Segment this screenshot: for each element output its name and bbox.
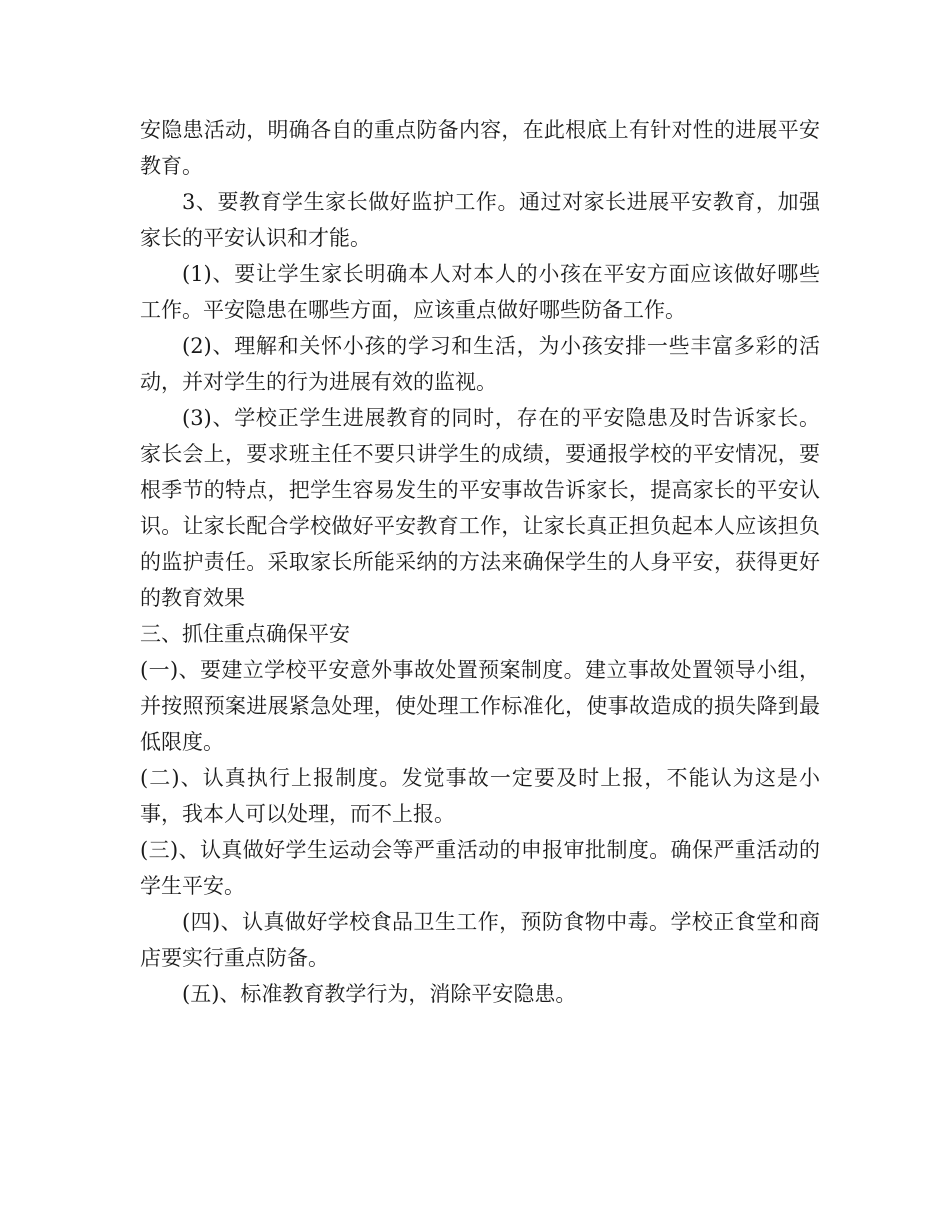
section-heading: 三、抓住重点确保平安	[140, 622, 350, 646]
paragraph-5: (3)、学校正学生进展教育的同时，存在的平安隐患及时告诉家长。家长会上，要求班主任不要只讲学生的成绩，要通报学校的平安情况，要根季节的特点，把学生容易发生的平安事故告诉家长，提高家长的平安认识。让家长配合学校做好平安教育工作，让家长真正担负起本人应该担负的监护责任。采取家长所能采纳的方法来确保学生的人身平安，获得更好的教育效果	[140, 406, 820, 610]
paragraph-11: (五)、标准教育教学行为，消除平安隐患。	[182, 982, 577, 1006]
paragraph-2: 3、要教育学生家长做好监护工作。通过对家长进展平安教育，加强家长的平安认识和才能。	[140, 190, 820, 250]
paragraph-9: (三)、认真做好学生运动会等严重活动的申报审批制度。确保严重活动的学生平安。	[140, 838, 820, 898]
document-body	[140, 112, 820, 1012]
paragraph-8: (二)、认真执行上报制度。发觉事故一定要及时上报，不能认为这是小事，我本人可以处理，而不上报。	[140, 766, 820, 826]
paragraph-10: (四)、认真做好学校食品卫生工作，预防食物中毒。学校正食堂和商店要实行重点防备。	[140, 910, 820, 970]
paragraph-1: 安隐患活动，明确各自的重点防备内容，在此根底上有针对性的进展平安教育。	[140, 118, 820, 178]
paragraph-4: (2)、理解和关怀小孩的学习和生活，为小孩安排一些丰富多彩的活动，并对学生的行为进展有效的监视。	[140, 334, 820, 394]
paragraph-3: (1)、要让学生家长明确本人对本人的小孩在平安方面应该做好哪些工作。平安隐患在哪些方面，应该重点做好哪些防备工作。	[140, 262, 820, 322]
paragraph-7: (一)、要建立学校平安意外事故处置预案制度。建立事故处置领导小组，并按照预案进展紧急处理，使处理工作标准化，使事故造成的损失降到最低限度。	[140, 658, 820, 754]
